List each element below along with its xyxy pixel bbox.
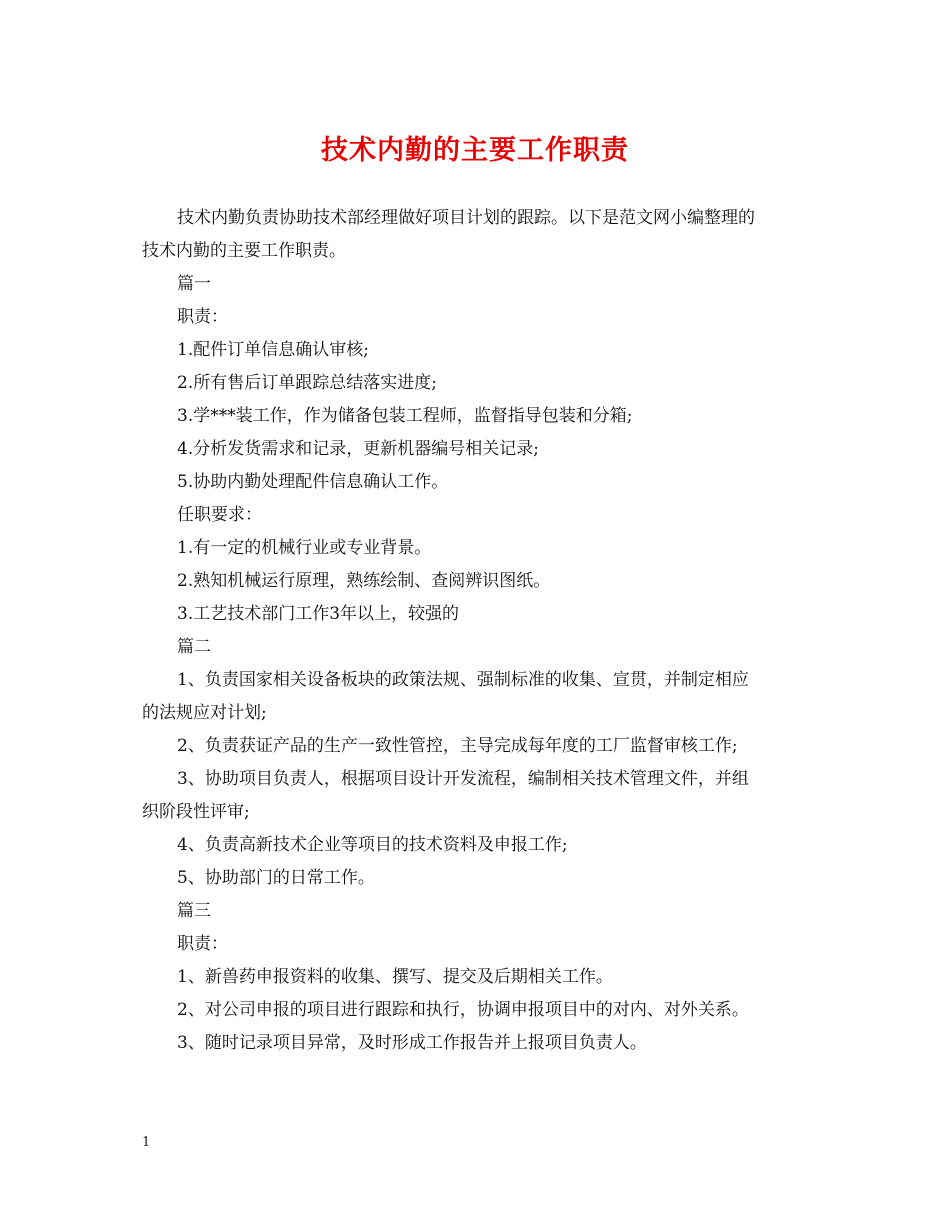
- list-item-continuation: 织阶段性评审;: [142, 802, 250, 822]
- list-item: 2.所有售后订单跟踪总结落实进度;: [177, 373, 437, 393]
- list-item: 4.分析发货需求和记录，更新机器编号相关记录;: [177, 439, 539, 459]
- duties-label: 职责：: [177, 934, 228, 954]
- list-item: 5.协助内勤处理配件信息确认工作。: [177, 472, 449, 492]
- section-heading: 篇一: [177, 274, 211, 294]
- section-heading: 篇二: [177, 637, 211, 657]
- list-item: 1.配件订单信息确认审核;: [177, 340, 369, 360]
- list-item: 3、协助项目负责人，根据项目设计开发流程，编制相关技术管理文件，并组: [177, 769, 749, 789]
- list-item: 1.有一定的机械行业或专业背景。: [177, 538, 432, 558]
- list-item: 3.工艺技术部门工作3年以上，较强的: [177, 604, 460, 624]
- section-heading: 篇三: [177, 901, 211, 921]
- list-item: 5、协助部门的日常工作。: [177, 868, 375, 888]
- intro-paragraph-line: 技术内勤负责协助技术部经理做好项目计划的跟踪。以下是范文网小编整理的: [177, 208, 755, 228]
- list-item: 1、新兽药申报资料的收集、撰写、提交及后期相关工作。: [177, 967, 613, 987]
- list-item: 2、负责获证产品的生产一致性管控，主导完成每年度的工厂监督审核工作;: [177, 736, 738, 756]
- list-item-continuation: 的法规应对计划;: [142, 703, 267, 723]
- document-body: [142, 202, 812, 1060]
- list-item: 3、随时记录项目异常，及时形成工作报告并上报项目负责人。: [177, 1033, 647, 1053]
- list-item: 1、负责国家相关设备板块的政策法规、强制标准的收集、宣贯，并制定相应: [177, 670, 749, 690]
- page-number: 1: [142, 1135, 151, 1150]
- intro-paragraph-line: 技术内勤的主要工作职责。: [142, 241, 346, 261]
- list-item: 4、负责高新技术企业等项目的技术资料及申报工作;: [177, 835, 568, 855]
- list-item: 3.学***装工作，作为储备包装工程师，监督指导包装和分箱;: [177, 406, 633, 426]
- duties-label: 职责：: [177, 307, 228, 327]
- document-title: 技术内勤的主要工作职责: [321, 135, 629, 166]
- list-item: 2、对公司申报的项目进行跟踪和执行，协调申报项目中的对内、对外关系。: [177, 1000, 749, 1020]
- requirements-label: 任职要求：: [177, 505, 262, 525]
- list-item: 2.熟知机械运行原理，熟练绘制、查阅辨识图纸。: [177, 571, 551, 591]
